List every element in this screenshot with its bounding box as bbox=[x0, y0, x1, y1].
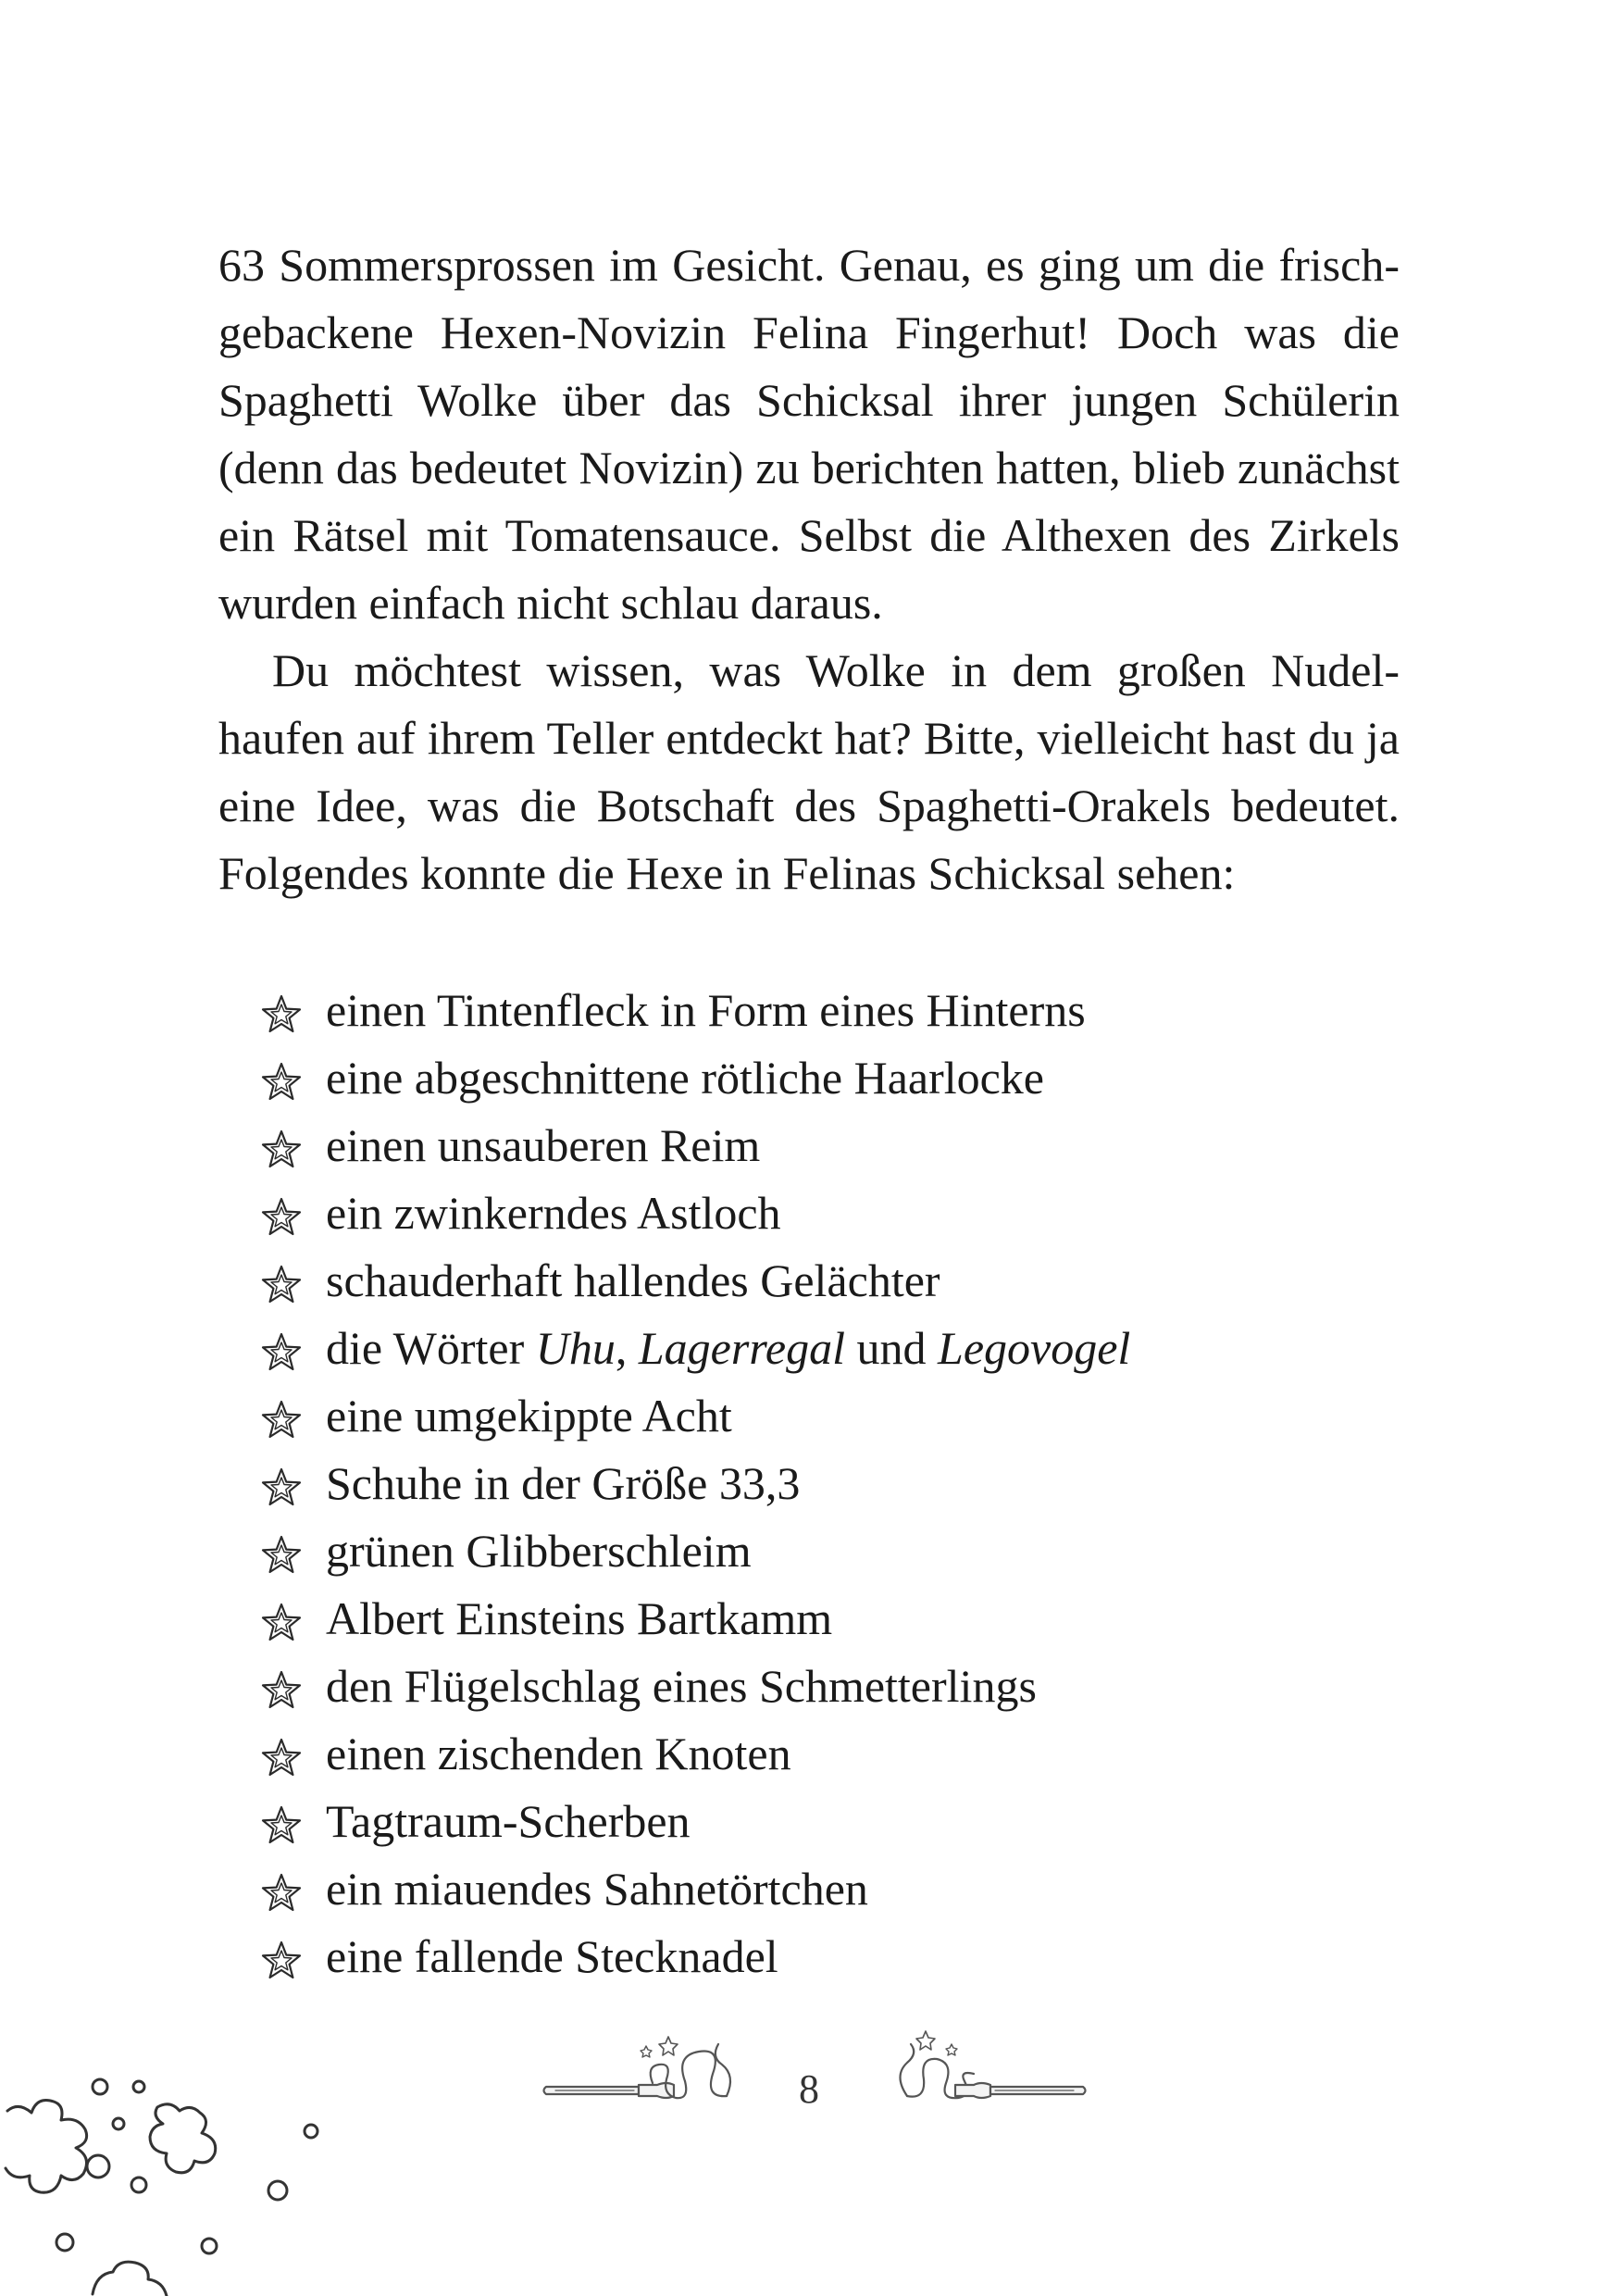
body-text bbox=[218, 231, 1400, 907]
star-outline-icon bbox=[259, 1803, 304, 1848]
star-outline-icon bbox=[259, 1939, 304, 1983]
splash-decoration-icon bbox=[0, 2046, 333, 2296]
list-item: ein zwinkerndes Astloch bbox=[259, 1179, 1130, 1247]
list-item: eine abgeschnittene rötliche Haarlocke bbox=[259, 1044, 1130, 1112]
star-outline-icon bbox=[259, 1601, 304, 1645]
star-outline-icon bbox=[259, 1195, 304, 1240]
star-outline-icon bbox=[259, 1398, 304, 1442]
list-item: eine umgekippte Acht bbox=[259, 1382, 1130, 1450]
list-item: grünen Glibberschleim bbox=[259, 1517, 1130, 1585]
star-outline-icon bbox=[259, 992, 304, 1037]
list-item bbox=[259, 1315, 1130, 1382]
list-item: Albert Einsteins Bartkamm bbox=[259, 1585, 1130, 1653]
list-item: den Flügelschlag eines Schmetterlings bbox=[259, 1653, 1130, 1720]
star-outline-icon bbox=[259, 1871, 304, 1915]
list-item: Schuhe in der Größe 33,3 bbox=[259, 1450, 1130, 1517]
star-outline-icon bbox=[259, 1736, 304, 1780]
star-outline-icon bbox=[259, 1533, 304, 1578]
prophecy-list bbox=[259, 977, 1130, 1990]
words-item: die Wörter Uhu, Lagerregal und Legovogel bbox=[326, 1322, 1131, 1374]
star-outline-icon bbox=[259, 1263, 304, 1307]
star-outline-icon bbox=[259, 1466, 304, 1510]
list-item: einen Tintenfleck in Form eines Hinterns bbox=[259, 977, 1130, 1044]
star-outline-icon bbox=[259, 1668, 304, 1713]
list-item: eine fallende Stecknadel bbox=[259, 1923, 1130, 1990]
list-item: einen zischenden Knoten bbox=[259, 1720, 1130, 1788]
paragraph-1: 63 Sommersprossen im Gesicht. Genau, es ging um die frischgebackene Hexen-Novizin Felina Fingerhut! Doch was die Spaghetti Wolke über das Schicksal ihrer jungen Schülerin (denn das bedeutet Novizin) zu berichten hatten, blieb zunächst ein Rätsel mit Tomatensauce. Selbst die Althexen des Zirkels wurden einfach nicht schlau daraus. bbox=[218, 239, 1400, 629]
star-outline-icon bbox=[259, 1128, 304, 1172]
star-outline-icon bbox=[259, 1060, 304, 1104]
page-number: 8 bbox=[799, 2066, 819, 2112]
paragraph-2: Du möchtest wissen, was Wolke in dem großen Nudelhaufen auf ihrem Teller entdeckt hat? Bitte, vielleicht hast du ja eine Idee, was die Botschaft des Spaghetti-Orakels bedeutet. Folgendes konnte die Hexe in Felinas Schicksal sehen: bbox=[218, 644, 1400, 899]
star-outline-icon bbox=[259, 1330, 304, 1375]
list-item: einen unsauberen Reim bbox=[259, 1112, 1130, 1179]
list-item: Tagtraum-Scherben bbox=[259, 1788, 1130, 1855]
list-item: ein miauendes Sahnetörtchen bbox=[259, 1855, 1130, 1923]
list-item: schauderhaft hallendes Gelächter bbox=[259, 1247, 1130, 1315]
